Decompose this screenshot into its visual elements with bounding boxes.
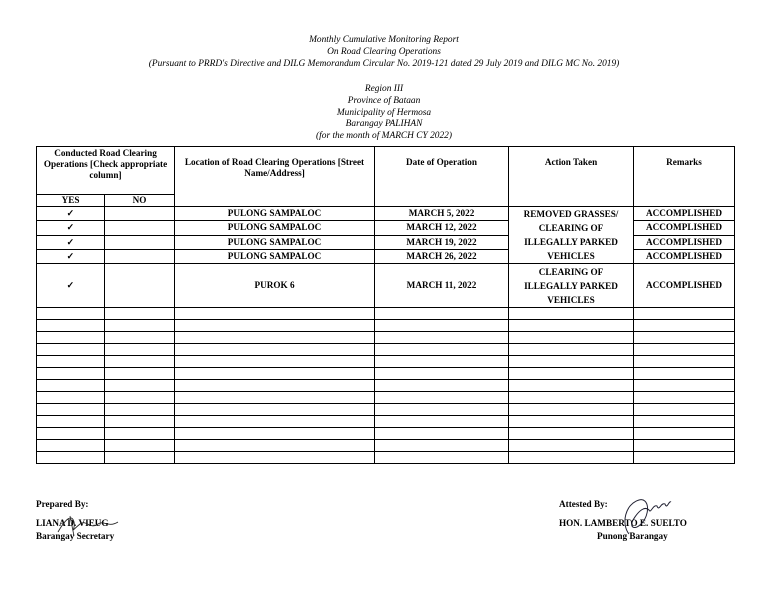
- location-cell: PULONG SAMPALOC: [175, 249, 375, 263]
- empty-cell: [175, 452, 375, 464]
- empty-cell: [175, 416, 375, 428]
- empty-cell: [105, 440, 175, 452]
- empty-cell: [375, 452, 509, 464]
- location-cell: PULONG SAMPALOC: [175, 221, 375, 235]
- empty-cell: [105, 368, 175, 380]
- empty-row: [37, 428, 735, 440]
- region-line: Region III: [364, 84, 404, 94]
- action-line: REMOVED GRASSES/: [523, 209, 619, 219]
- empty-cell: [175, 380, 375, 392]
- empty-row: [37, 344, 735, 356]
- empty-row: [37, 368, 735, 380]
- report-title: Monthly Cumulative Monitoring Report: [309, 35, 459, 45]
- empty-cell: [375, 356, 509, 368]
- empty-row: [37, 380, 735, 392]
- empty-cell: [634, 368, 735, 380]
- empty-row: [37, 308, 735, 320]
- empty-cell: [175, 344, 375, 356]
- empty-cell: [634, 452, 735, 464]
- no-cell: [105, 221, 175, 235]
- action-line: VEHICLES: [547, 251, 595, 261]
- empty-row: [37, 332, 735, 344]
- date-cell: MARCH 26, 2022: [375, 249, 509, 263]
- empty-cell: [175, 440, 375, 452]
- empty-cell: [37, 356, 105, 368]
- empty-cell: [375, 380, 509, 392]
- empty-cell: [634, 404, 735, 416]
- attested-by-name: HON. LAMBERTO E. SUELTO: [559, 518, 687, 528]
- empty-cell: [37, 392, 105, 404]
- empty-cell: [375, 344, 509, 356]
- location-cell: PULONG SAMPALOC: [175, 235, 375, 249]
- empty-cell: [634, 428, 735, 440]
- empty-cell: [37, 380, 105, 392]
- report-legal-basis: (Pursuant to PRRD's Directive and DILG Memorandum Circular No. 2019-121 dated 29 July 2019 and DILG MC No. 2019): [148, 58, 620, 69]
- empty-cell: [634, 416, 735, 428]
- empty-row: [37, 440, 735, 452]
- empty-cell: [175, 392, 375, 404]
- empty-cell: [634, 356, 735, 368]
- action-line: CLEARING OF: [538, 266, 604, 277]
- attested-signature: [615, 494, 675, 544]
- empty-cell: [105, 344, 175, 356]
- empty-cell: [105, 380, 175, 392]
- municipality-line: Municipality of Hermosa: [336, 107, 432, 118]
- empty-cell: [37, 332, 105, 344]
- empty-cell: [37, 404, 105, 416]
- empty-cell: [375, 308, 509, 320]
- prepared-by-title: Barangay Secretary: [36, 531, 115, 541]
- empty-cell: [375, 320, 509, 332]
- empty-cell: [634, 308, 735, 320]
- empty-cell: [37, 452, 105, 464]
- empty-cell: [175, 404, 375, 416]
- road-clearing-table: [36, 146, 735, 464]
- empty-cell: [509, 332, 634, 344]
- empty-cell: [37, 416, 105, 428]
- empty-cell: [509, 320, 634, 332]
- empty-cell: [634, 392, 735, 404]
- attested-by-label: Attested By:: [559, 499, 608, 509]
- empty-cell: [375, 404, 509, 416]
- empty-cell: [105, 356, 175, 368]
- empty-cell: [375, 332, 509, 344]
- col-header-location: Location of Road Clearing Operations [Street Name/Address]: [175, 147, 375, 207]
- action-line: ILLEGALLY PARKED: [524, 237, 618, 247]
- empty-cell: [105, 404, 175, 416]
- empty-cell: [375, 428, 509, 440]
- empty-cell: [105, 308, 175, 320]
- yes-check: ✓: [37, 221, 105, 235]
- remarks-cell: ACCOMPLISHED: [634, 221, 735, 235]
- remarks-cell: ACCOMPLISHED: [634, 207, 735, 221]
- report-subtitle: On Road Clearing Operations: [327, 46, 441, 57]
- date-cell: MARCH 11, 2022: [375, 264, 509, 308]
- report-header: [0, 35, 768, 70]
- location-cell: PUROK 6: [175, 264, 375, 308]
- empty-cell: [375, 440, 509, 452]
- col-header-yes: YES: [37, 195, 105, 207]
- yes-check: ✓: [37, 207, 105, 221]
- empty-row: [37, 404, 735, 416]
- no-cell: [105, 249, 175, 263]
- province-line: Province of Bataan: [347, 95, 421, 106]
- empty-rows: [37, 308, 735, 464]
- date-cell: MARCH 19, 2022: [375, 235, 509, 249]
- empty-cell: [509, 428, 634, 440]
- empty-row: [37, 392, 735, 404]
- yes-check: ✓: [37, 249, 105, 263]
- col-header-action: Action Taken: [509, 147, 634, 207]
- no-cell: [105, 207, 175, 221]
- empty-cell: [105, 452, 175, 464]
- action-cell: [509, 264, 634, 308]
- date-cell: MARCH 12, 2022: [375, 221, 509, 235]
- col-header-remarks: Remarks: [634, 147, 735, 207]
- empty-cell: [509, 380, 634, 392]
- location-header: [0, 84, 768, 143]
- empty-cell: [375, 368, 509, 380]
- empty-cell: [509, 356, 634, 368]
- empty-cell: [175, 428, 375, 440]
- empty-cell: [105, 416, 175, 428]
- empty-cell: [105, 320, 175, 332]
- location-cell: PULONG SAMPALOC: [175, 207, 375, 221]
- yes-check: ✓: [37, 264, 105, 308]
- action-cell: [509, 207, 634, 264]
- empty-cell: [509, 392, 634, 404]
- col-header-conducted: Conducted Road Clearing Operations [Check appropriate column]: [37, 147, 175, 195]
- action-line: ILLEGALLY PARKED: [524, 280, 618, 291]
- empty-cell: [37, 428, 105, 440]
- remarks-cell: ACCOMPLISHED: [634, 235, 735, 249]
- action-line: VEHICLES: [547, 294, 595, 305]
- action-line: CLEARING OF: [538, 223, 604, 233]
- table-row: [37, 207, 735, 221]
- prepared-by-name: LIANA D. VIEUG: [36, 518, 109, 528]
- empty-cell: [175, 332, 375, 344]
- barangay-line: Barangay PALIHAN: [345, 119, 423, 130]
- empty-cell: [634, 332, 735, 344]
- empty-cell: [175, 356, 375, 368]
- table-header-row: [37, 147, 735, 195]
- empty-cell: [509, 368, 634, 380]
- empty-cell: [509, 404, 634, 416]
- empty-cell: [509, 452, 634, 464]
- date-cell: MARCH 5, 2022: [375, 207, 509, 221]
- no-cell: [105, 235, 175, 249]
- empty-row: [37, 416, 735, 428]
- empty-cell: [175, 308, 375, 320]
- remarks-cell: ACCOMPLISHED: [634, 264, 735, 308]
- no-cell: [105, 264, 175, 308]
- empty-cell: [105, 428, 175, 440]
- empty-cell: [509, 440, 634, 452]
- empty-cell: [375, 416, 509, 428]
- empty-cell: [509, 308, 634, 320]
- empty-cell: [105, 392, 175, 404]
- col-header-date: Date of Operation: [375, 147, 509, 207]
- empty-cell: [634, 320, 735, 332]
- empty-cell: [37, 308, 105, 320]
- empty-cell: [375, 392, 509, 404]
- empty-row: [37, 452, 735, 464]
- prepared-signature: [52, 510, 122, 540]
- empty-cell: [37, 440, 105, 452]
- remarks-cell: ACCOMPLISHED: [634, 249, 735, 263]
- empty-row: [37, 320, 735, 332]
- empty-cell: [634, 344, 735, 356]
- empty-cell: [175, 368, 375, 380]
- period-line: (for the month of MARCH CY 2022): [316, 131, 452, 142]
- empty-cell: [634, 440, 735, 452]
- empty-cell: [509, 416, 634, 428]
- empty-cell: [37, 320, 105, 332]
- empty-cell: [105, 332, 175, 344]
- attested-by-title: Punong Barangay: [597, 531, 668, 541]
- table-row: [37, 264, 735, 308]
- empty-cell: [175, 320, 375, 332]
- empty-cell: [509, 344, 634, 356]
- col-header-no: NO: [105, 195, 175, 207]
- prepared-by-label: Prepared By:: [36, 499, 89, 509]
- empty-cell: [37, 368, 105, 380]
- empty-cell: [634, 380, 735, 392]
- empty-row: [37, 356, 735, 368]
- empty-cell: [37, 344, 105, 356]
- yes-check: ✓: [37, 235, 105, 249]
